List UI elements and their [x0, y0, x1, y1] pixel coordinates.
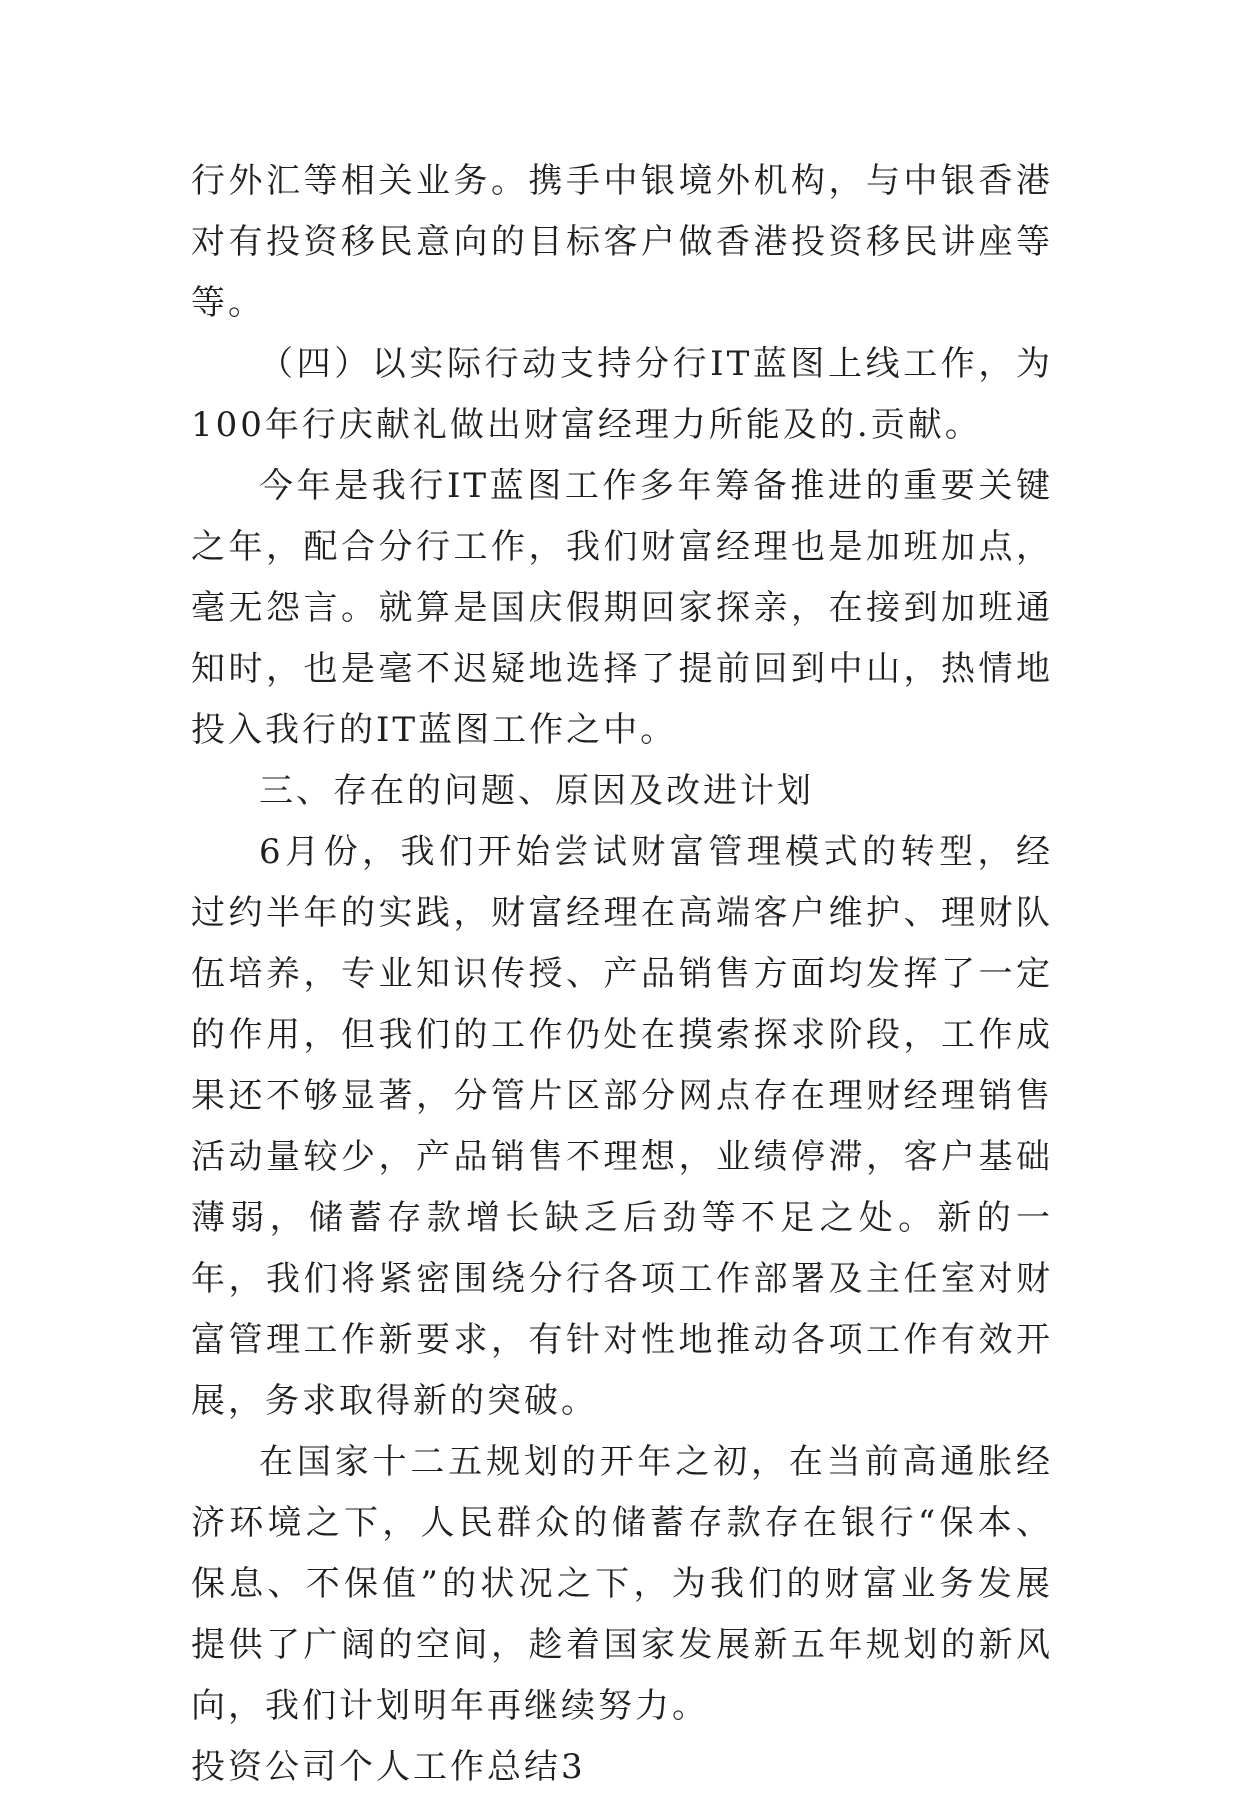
section-heading-problems: 三、存在的问题、原因及改进计划 [259, 771, 814, 811]
paragraph-it-blueprint: 今年是我行IT蓝图工作多年筹备推进的重要关键之年，配合分行工作，我们财富经理也是加班加点，毫无怨言。就算是国庆假期回家探亲，在接到加班通知时，也是毫不迟疑地选择了提前回到中山，热情地投入我行的IT蓝图工作之中。 [191, 466, 1053, 750]
next-title: 投资公司个人工作总结3 [191, 1747, 586, 1787]
document-body [191, 151, 1053, 1798]
paragraph-section-four: （四）以实际行动支持分行IT蓝图上线工作，为100年行庆献礼做出财富经理力所能及的.贡献。 [191, 344, 1053, 445]
paragraph-continuation: 行外汇等相关业务。携手中银境外机构，与中银香港对有投资移民意向的目标客户做香港投资移民讲座等等。 [191, 161, 1053, 323]
paragraph-five-year-plan: 在国家十二五规划的开年之初，在当前高通胀经济环境之下，人民群众的储蓄存款存在银行“保本、保息、不保值”的状况之下，为我们的财富业务发展提供了广阔的空间，趁着国家发展新五年规划的新风向，我们计划明年再继续努力。 [191, 1442, 1053, 1726]
paragraph-transformation: 6月份，我们开始尝试财富管理模式的转型，经过约半年的实践，财富经理在高端客户维护、理财队伍培养，专业知识传授、产品销售方面均发挥了一定的作用，但我们的工作仍处在摸索探求阶段，工作成果还不够显著，分管片区部分网点存在理财经理销售活动量较少，产品销售不理想，业绩停滞，客户基础薄弱，储蓄存款增长缺乏后劲等不足之处。新的一年，我们将紧密围绕分行各项工作部署及主任室对财富管理工作新要求，有针对性地推动各项工作有效开展，务求取得新的突破。 [191, 832, 1053, 1421]
